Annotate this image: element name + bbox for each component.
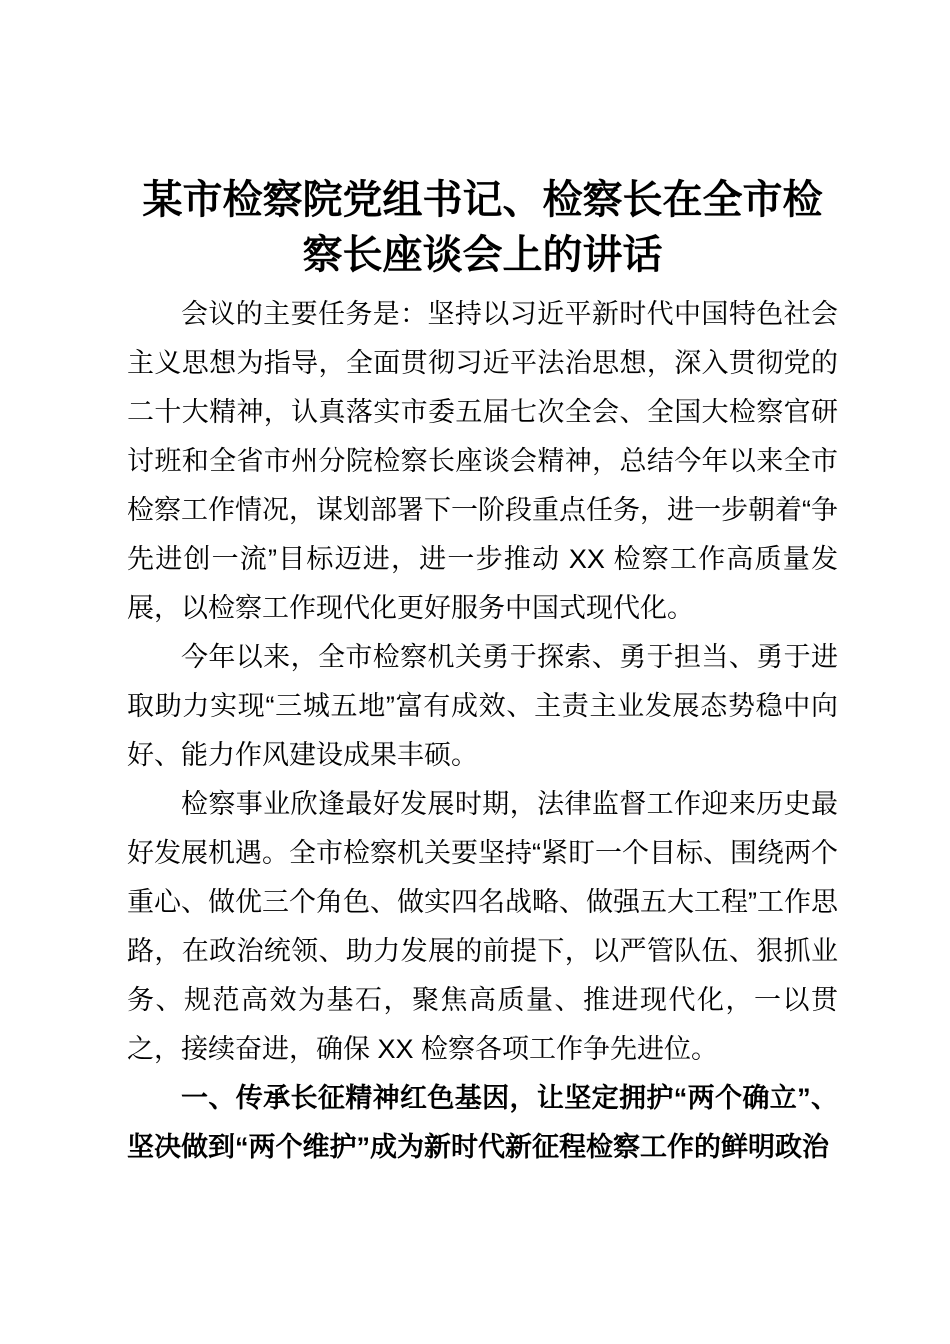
- paragraph-work-approach: 检察事业欣逢最好发展时期，法律监督工作迎来历史最好发展机遇。全市检察机关要坚持“紧盯一个目标、围绕两个重心、做优三个角色、做实四名战略、做强五大工程”工作思路，在政治统领、助力发展的前提下，以严管队伍、狠抓业务、规范高效为基石，聚焦高质量、推进现代化，一以贯之，接续奋进，确保 XX 检察各项工作争先进位。: [127, 789, 838, 1064]
- document-title: 某市检察院党组书记、检察长在全市检察长座谈会上的讲话: [142, 177, 823, 277]
- paragraph-this-year-achievements: 今年以来，全市检察机关勇于探索、勇于担当、勇于进取助力实现“三城五地”富有成效、主责主业发展态势稳中向好、能力作风建设成果丰硕。: [127, 642, 838, 770]
- section-heading-one: 一、传承长征精神红色基因，让坚定拥护“两个确立”、坚决做到“两个维护”成为新时代新征程检察工作的鲜明政治: [127, 1083, 838, 1162]
- document-body: [127, 290, 838, 1172]
- paragraph-meeting-tasks: 会议的主要任务是：坚持以习近平新时代中国特色社会主义思想为指导，全面贯彻习近平法治思想，深入贯彻党的二十大精神，认真落实市委五届七次全会、全国大检察官研讨班和全省市州分院检察长座谈会精神，总结今年以来全市检察工作情况，谋划部署下一阶段重点任务，进一步朝着“争先进创一流”目标迈进，进一步推动 XX 检察工作高质量发展，以检察工作现代化更好服务中国式现代化。: [127, 299, 838, 623]
